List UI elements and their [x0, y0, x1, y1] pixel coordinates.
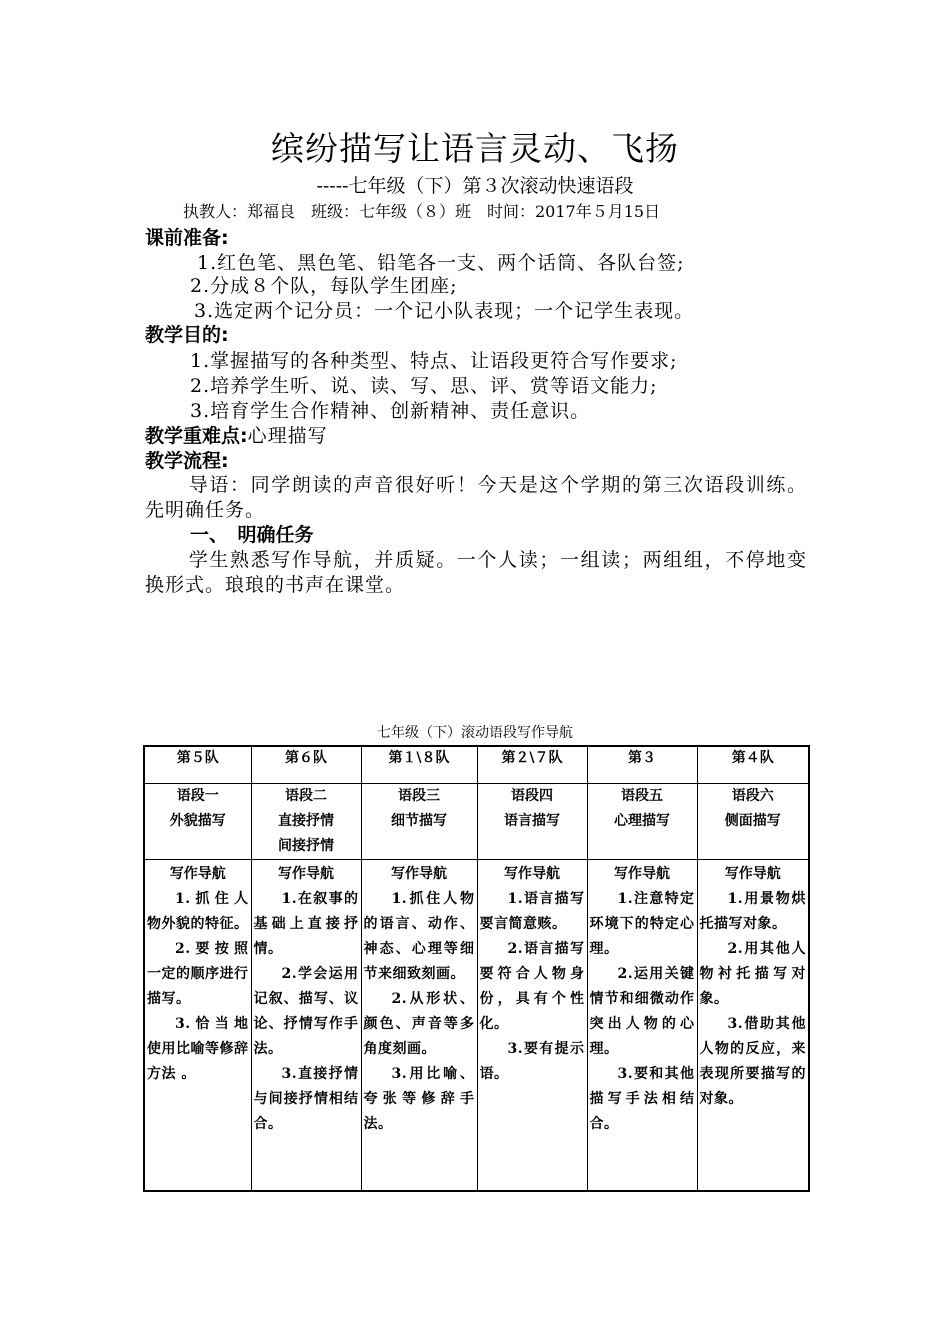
key-value: 心理描写 [247, 425, 328, 447]
key-point [145, 424, 328, 448]
team-cell: 第１\８队 [361, 746, 477, 784]
step1-heading: 一、 明确任务 [190, 524, 314, 546]
segment-type: 侧面描写 [724, 813, 781, 829]
prep-heading: 课前准备: [145, 227, 229, 249]
key-heading: 教学重难点: [145, 425, 248, 447]
guide-item: 3.要和其他描写手法相结合。 [589, 1066, 695, 1132]
guide-item: 2.从形状、颜色、声音等多角度刻画。 [363, 991, 475, 1057]
guide-cell [587, 860, 697, 1192]
guide-cell [251, 860, 361, 1192]
prep-item-2: 2.分成８个队，每队学生团座; [190, 275, 458, 297]
guide-item: 3.直接抒情与间接抒情相结合。 [253, 1066, 359, 1132]
guide-title: 写作导航 [724, 866, 781, 882]
team-cell: 第６队 [251, 746, 361, 784]
segment-name: 语段四 [511, 788, 553, 804]
guide-cell [697, 860, 809, 1192]
segment-type: 直接抒情 [278, 813, 334, 829]
guide-title: 写作导航 [278, 866, 334, 882]
guide-cell [361, 860, 477, 1192]
document-subtitle: -----七年级（下）第３次滚动快速语段 [316, 175, 634, 197]
team-row [144, 746, 809, 784]
segment-type: 细节描写 [391, 813, 447, 829]
team-cell: 第３ [587, 746, 697, 784]
guide-item: 1.抓住人物的语言、动作、神态、心理等细节来细致刻画。 [363, 891, 475, 982]
goal-heading: 教学目的: [145, 324, 229, 346]
lesson-info: 执教人：郑福良 班级：七年级（８）班 时间：2017年５月15日 [183, 202, 661, 221]
writing-guide-table [143, 745, 810, 1192]
segment-name: 语段六 [731, 788, 774, 804]
guide-item: 3.用比喻、夸张等修辞手法。 [363, 1066, 475, 1132]
team-cell: 第２\７队 [477, 746, 587, 784]
segment-cell [361, 784, 477, 860]
guide-title: 写作导航 [169, 866, 226, 882]
goal-item-3: 3.培育学生合作精神、创新精神、责任意识。 [190, 400, 591, 422]
team-cell: 第４队 [697, 746, 809, 784]
segment-extra: 间接抒情 [278, 838, 334, 854]
guide-item: 1.用景物烘托描写对象。 [699, 891, 806, 932]
guide-row [144, 860, 809, 1192]
guide-item: 2.用其他人物衬托描写对象。 [699, 941, 806, 1007]
segment-cell [144, 784, 251, 860]
guide-item: 1.在叙事的基础上直接抒情。 [253, 891, 359, 957]
guide-item: 1.注意特定环境下的特定心理。 [589, 891, 695, 957]
segment-cell [477, 784, 587, 860]
guide-item: 1.抓住人物外貌的特征。 [147, 891, 249, 932]
segment-type: 语言描写 [504, 813, 560, 829]
prep-item-3: 3.选定两个记分员：一个记小队表现；一个记学生表现。 [194, 300, 695, 322]
prep-item-1: 1.红色笔、黑色笔、铅笔各一支、两个话筒、各队台签; [197, 252, 685, 274]
guide-item: 3.要有提示语。 [479, 1041, 585, 1082]
guide-cell [477, 860, 587, 1192]
goal-item-2: 2.培养学生听、说、读、写、思、评、赏等语文能力; [190, 375, 658, 397]
guide-item: 1.语言描写要言简意赅。 [479, 891, 585, 932]
step1-paragraph: 学生熟悉写作导航，并质疑。一个人读；一组读；两组组，不停地变换形式。琅琅的书声在课堂。 [145, 549, 807, 596]
guide-item: 2.运用关键情节和细微动作突出人物的心理。 [589, 966, 695, 1057]
guide-title: 写作导航 [391, 866, 447, 882]
segment-cell [587, 784, 697, 860]
guide-item: 2.要按照一定的顺序进行描写。 [147, 941, 249, 1007]
flow-heading: 教学流程: [145, 450, 229, 472]
document-title: 缤纷描写让语言灵动、飞扬 [271, 129, 679, 168]
segment-name: 语段二 [285, 788, 327, 804]
guide-title: 写作导航 [504, 866, 560, 882]
guide-item: 3.借助其他人物的反应，来表现所要描写的对象。 [699, 1016, 806, 1107]
segment-type: 外貌描写 [169, 813, 226, 829]
guide-cell [144, 860, 251, 1192]
segment-name: 语段一 [176, 788, 219, 804]
intro-paragraph: 导语：同学朗读的声音很好听！今天是这个学期的第三次语段训练。先明确任务。 [145, 474, 807, 521]
guide-item: 2.学会运用记叙、描写、议论、抒情写作手法。 [253, 966, 359, 1057]
team-cell: 第５队 [144, 746, 251, 784]
guide-title: 写作导航 [614, 866, 670, 882]
segment-type: 心理描写 [614, 813, 670, 829]
segment-row [144, 784, 809, 860]
segment-name: 语段五 [621, 788, 663, 804]
segment-cell [251, 784, 361, 860]
goal-item-1: 1.掌握描写的各种类型、特点、让语段更符合写作要求; [190, 350, 678, 372]
segment-name: 语段三 [398, 788, 440, 804]
guide-item: 2.语言描写要符合人物身份，具有个性化。 [479, 941, 585, 1032]
table-caption: 七年级（下）滚动语段写作导航 [377, 725, 573, 741]
segment-cell [697, 784, 809, 860]
guide-item: 3.恰当地使用比喻等修辞方法 。 [147, 1016, 249, 1082]
